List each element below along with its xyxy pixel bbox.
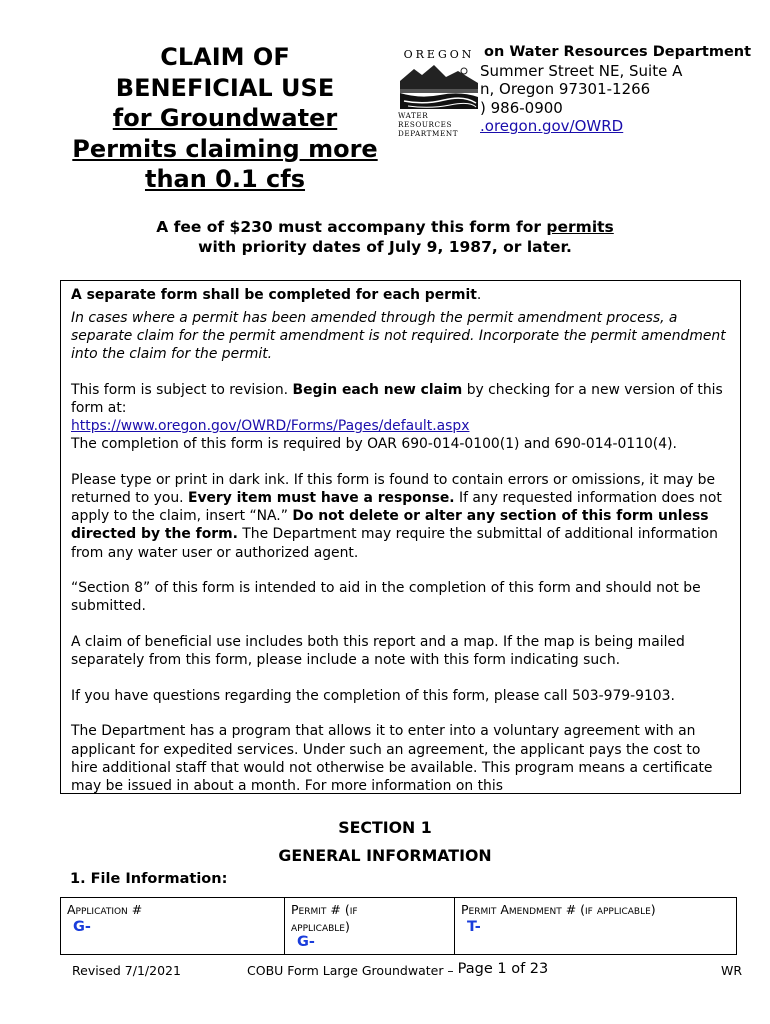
department-address-2: n, Oregon 97301-1266 [480, 80, 651, 98]
form-name: COBU Form Large Groundwater – Page 1 of 23 [247, 961, 549, 978]
instruction-separate-form: A separate form shall be completed for each permit. [71, 287, 482, 303]
instruction-map-note: A claim of beneficial use includes both this report and a map. If the map is being mailed separately from this form, please include a note with this form indicating such. [71, 634, 685, 669]
page-number: Page 1 of 23 [457, 961, 549, 977]
department-address-1: Summer Street NE, Suite A [480, 61, 683, 80]
title-line-2: BENEFICIAL USE [115, 73, 335, 102]
permit-number-label-1: Permit # (if [291, 902, 358, 917]
instruction-expedited: The Department has a program that allows it to enter into a voluntary agreement with an applicant for expedited services. Under such an agreement, the applicant pays the cost to hire additional staff that would not otherwise be available. This program means a certificate may be issued in about a month. For more information on this [71, 723, 713, 794]
instruction-revision: This form is subject to revision. Begin each new claim by checking for a new version of this form at: https://www.oregon.gov/OWRD/Forms/Pages/default.aspx [71, 381, 723, 434]
section-number: SECTION 1 [338, 818, 432, 837]
section-title: GENERAL INFORMATION [278, 846, 492, 865]
landscape-icon [400, 63, 478, 109]
instruction-section8: “Section 8” of this form is intended to aid in the completion of this form and should not be submitted. [71, 580, 701, 615]
instruction-amendment-note: In cases where a permit has been amended through the permit amendment process, a separate claim for the permit amendment is not required. Incorporate the permit amendment into the claim for the permit. [71, 309, 726, 362]
application-number-prefix: G- [73, 919, 91, 935]
permit-amendment-prefix: T- [467, 919, 481, 935]
instruction-required-by: The completion of this form is required by OAR 690-014-0100(1) and 690-014-0110(4). [71, 436, 677, 453]
department-name: on Water Resources Department [484, 44, 752, 60]
fee-notice: A fee of $230 must accompany this form for permits with priority dates of July 9, 1987, or later. [156, 218, 614, 256]
form-title [60, 42, 390, 193]
department-contact [480, 43, 751, 136]
title-line-3: for Groundwater [112, 104, 338, 132]
permit-amendment-label: Permit Amendment # (if applicable) [461, 902, 656, 917]
permit-amendment-field[interactable] [455, 898, 736, 954]
permit-number-label-2: applicable) [291, 919, 350, 934]
department-website-link[interactable]: .oregon.gov/OWRD [480, 117, 624, 135]
instruction-ink: Please type or print in dark ink. If this form is found to contain errors or omissions, it may be returned to you. Every item must have a response. If any requested information does not apply to the claim, insert “NA.” Do not delete or alter any section of this form unless directed by the form. The Department may require the submittal of additional information from any water user or authorized agent. [71, 471, 722, 561]
forms-page-link[interactable]: https://www.oregon.gov/OWRD/Forms/Pages/default.aspx [71, 418, 470, 434]
permit-number-prefix: G- [297, 934, 315, 950]
section-heading [0, 814, 770, 870]
title-line-5: than 0.1 cfs [144, 165, 306, 193]
department-phone: ) 986-0900 [480, 98, 563, 117]
owrd-logo [398, 44, 480, 138]
fee-permits-emphasis: permits [546, 218, 614, 236]
revision-date: Revised 7/1/2021 [72, 963, 181, 978]
file-information-table [60, 897, 737, 955]
instruction-questions: If you have questions regarding the completion of this form, please call 503-979-9103. [71, 687, 675, 704]
title-line-1: CLAIM OF [160, 43, 290, 71]
logo-subtitle: WATER RESOURCES DEPARTMENT [398, 111, 459, 138]
permit-number-field[interactable] [285, 898, 455, 954]
application-number-label: Application # [67, 902, 143, 917]
application-number-field[interactable] [61, 898, 285, 954]
footer-code: WR [720, 963, 742, 978]
logo-wordmark: OREGON [403, 48, 475, 61]
instructions-box [60, 280, 741, 794]
title-line-4: Permits claiming more [72, 134, 378, 163]
page-footer [72, 961, 742, 981]
file-information-label: 1. File Information: [70, 871, 228, 887]
